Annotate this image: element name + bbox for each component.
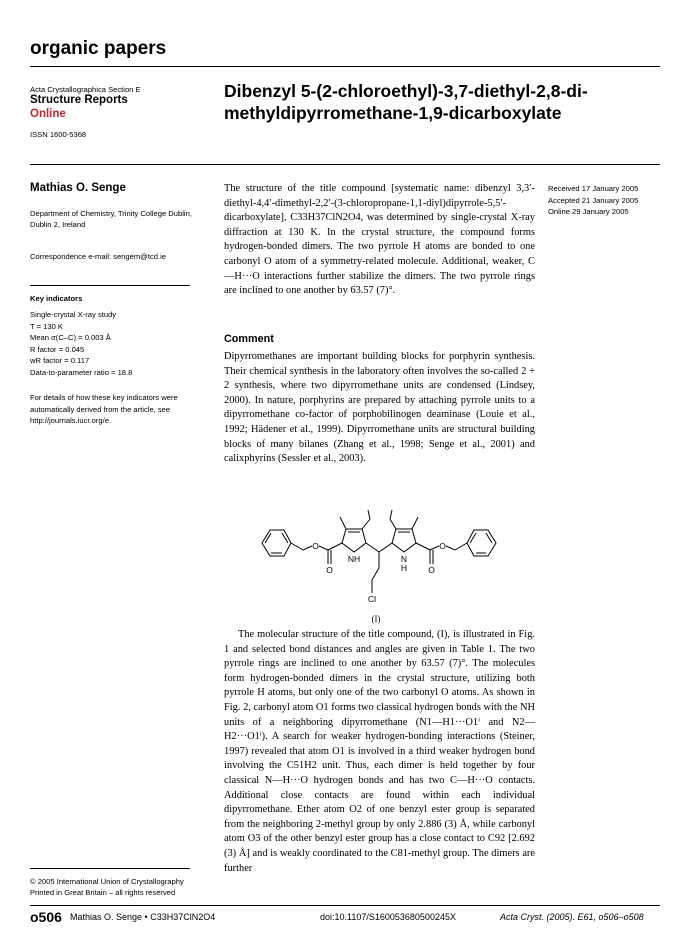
scheme-nh-left: NH [347, 554, 361, 564]
header-rule [30, 66, 660, 67]
correspondence-email: Correspondence e-mail: sengem@tcd.ie [30, 252, 167, 261]
key-indicator-item: T = 130 K [30, 321, 64, 331]
key-indicators-rule [30, 285, 190, 286]
compound-label: (I) [371, 614, 381, 624]
affiliation: Department of Chemistry, Trinity College Dublin, Dublin 2, Ireland [30, 209, 192, 229]
key-indicator-item: Mean σ(C–C) = 0.003 Å [30, 333, 111, 342]
copyright-rule [30, 868, 190, 869]
key-indicator-item: Data-to-parameter ratio = 18.8 [30, 367, 133, 377]
copyright-line-2: Printed in Great Britain – all rights reserved [30, 888, 176, 897]
key-indicators-note: For details of how these key indicators were automatically derived from the article, see http://journals.iucr.org/e. [30, 393, 178, 425]
left-benzene-ring [262, 530, 291, 556]
title-rule [30, 164, 660, 165]
comment-heading: Comment [224, 333, 274, 345]
key-indicator-item: wR factor = 0.117 [30, 356, 90, 365]
scheme-h-right: H [400, 563, 408, 573]
key-indicator-item: Single-crystal X-ray study [30, 310, 117, 319]
section-title: organic papers [30, 38, 167, 59]
scheme-chlorine: Cl [367, 594, 377, 604]
author-name: Mathias O. Senge [30, 182, 126, 194]
scheme-carbonyl-o-right: O [428, 565, 435, 575]
footer-doi: doi:10.1107/S160053680500245X [320, 912, 456, 922]
scheme-n-right: N [400, 554, 408, 564]
scheme-ester-o-right: O [439, 541, 446, 551]
abstract: The structure of the title compound [systematic name: dibenzyl 3,3′-diethyl-4,4′-dimethyl-2,2′-(3-chloropropane-1,1-diyl)dipyrrole-5,5′-dicarboxylate], C33H37ClN2O4, was determined by single-crystal X-ray diffraction at 130 K. In the crystal structure, the compound forms hydrogen-bonded dimers. The two pyrrole H atoms are bonded to one carbonyl O atom of a symmetry-related molecule. Additional, weaker, C—H···O interactions further stabilize the dimers. The two pyrrole rings are inclined to one another by 63.57 (7)°. [224, 183, 535, 297]
copyright-line-1: © 2005 International Union of Crystallography [30, 877, 184, 886]
copyright [30, 876, 205, 898]
article-title [224, 80, 644, 124]
article-title-line-2: methyldipyrromethane-1,9-dicarboxylate [224, 103, 562, 123]
comment-paragraph-2: The molecular structure of the title compound, (I), is illustrated in Fig. 1 and selected bond distances and angles are given in Table 1. The two pyrrole rings are inclined to one another by 63.57 (7)°. The molecules form hydrogen-bonded dimers in the crystal structure, utilizing both pyrrole H atoms, but only one of the two carbonyl O atoms. As shown in Fig. 2, carbonyl atom O1 forms two classical hydrogen bonds with the NH units of a neighboring dipyrromethane (N1—H1···O1ⁱ and N2—H2···O1ⁱ). A search for weaker hydrogen-bonding interactions (Steiner, 1997) revealed that atom O1 is involved in a third weaker hydrogen bond involving the C51H2 unit. Thus, each dimer is held together by four classical N—H···O hydrogen bonds and has two C—H···O contacts. Additional close contacts are found within each individual dipyrromethane. Ether atom O2 of one benzyl ester group is separated from the neighboring 2-methyl group by only 2.886 (3) Å, while carbonyl atom O3 of the other benzyl ester group has a close contact to C92 [2.692 (3) Å] and is weakly coordinated to the C81-methyl group. The dimers are further [224, 629, 535, 874]
key-indicators-heading: Key indicators [30, 294, 83, 303]
journal-name: Structure Reports [30, 94, 128, 106]
scheme-ester-o-left: O [312, 541, 319, 551]
issn: ISSN 1600-5368 [30, 130, 87, 139]
footer-rule [30, 905, 660, 906]
article-title-line-1: Dibenzyl 5-(2-chloroethyl)-3,7-diethyl-2,8-di- [224, 81, 588, 101]
comment-paragraph-1: Dipyrromethanes are important building blocks for porphyrin synthesis. Their chemical synthesis in the laboratory often involves the so-called 2 + 2 synthesis, where two dipyrromethane units are condensed (Lindsey, 2000). In nature, porphyrins are prepared by attaching pyrrole units to a dipyrromethane co-factor of porphobilinogen deaminase (Louie et al., 1992; Hädener et al., 1999). Dipyrromethane units are structural building blocks of many bilanes (Zhang et al., 1998; Senge et al., 2001) and calixphyrins (Sessler et al., 2003). [224, 351, 535, 465]
article-dates [548, 183, 678, 218]
chemical-scheme [258, 510, 528, 625]
date-received: Received 17 January 2005 [548, 184, 639, 193]
date-accepted: Accepted 21 January 2005 [548, 195, 639, 205]
footer-author-formula: Mathias O. Senge • C33H37ClN2O4 [70, 912, 216, 922]
scheme-carbonyl-o-left: O [326, 565, 333, 575]
date-online: Online 29 January 2005 [548, 207, 629, 216]
key-indicator-item: R factor = 0.045 [30, 344, 85, 354]
footer-citation: Acta Cryst. (2005). E61, o506–o508 [500, 912, 644, 922]
journal-online: Online [30, 108, 66, 120]
page-number: o506 [30, 909, 62, 925]
journal-series: Acta Crystallographica Section E [30, 85, 141, 94]
key-indicators-list [30, 309, 195, 378]
